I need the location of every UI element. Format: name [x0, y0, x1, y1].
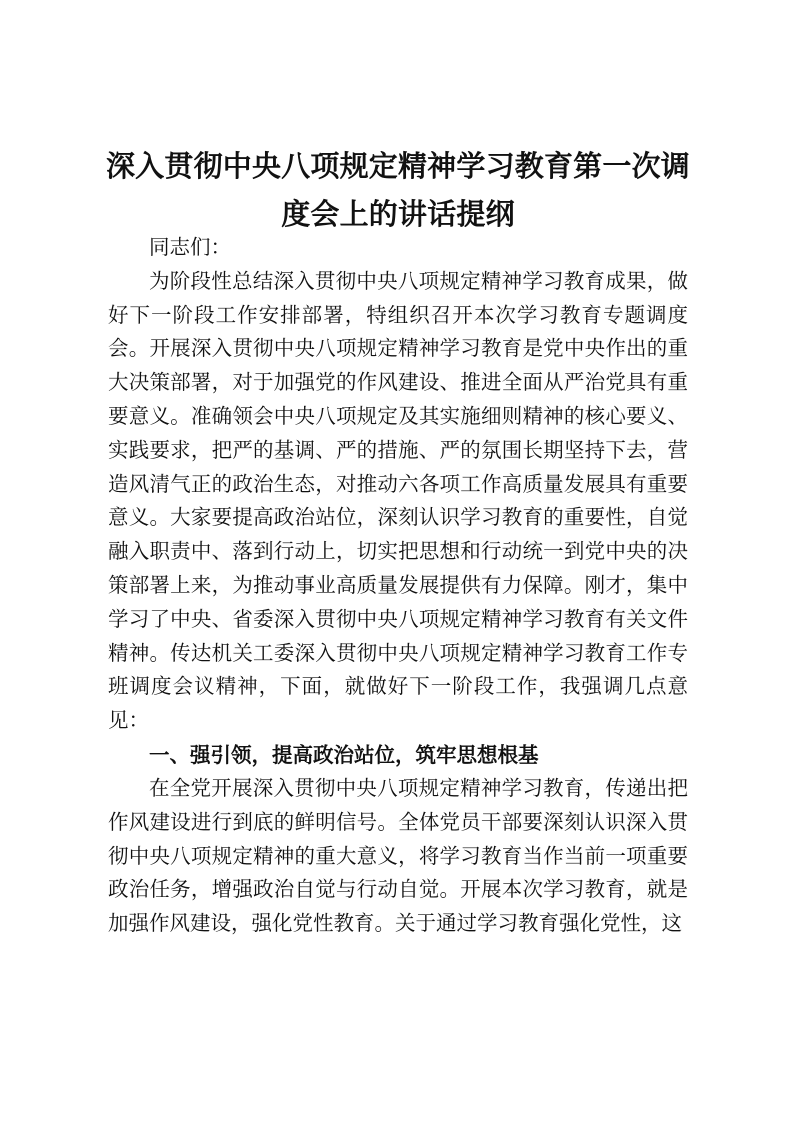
greeting: 同志们：	[149, 235, 231, 259]
intro-paragraph: 为阶段性总结深入贯彻中央八项规定精神学习教育成果，做好下一阶段工作安排部署，特组织召开本次学习教育专题调度会。开展深入贯彻中央八项规定精神学习教育是党中央作出的重大决策部署，对于加强党的作风建设、推进全面从严治党具有重要意义。准确领会中央八项规定及其实施细则精神的核心要义、实践要求，把严的基调、严的措施、严的氛围长期坚持下去，营造风清气正的政治生态，对推动六各项工作高质量发展具有重要意义。大家要提高政治站位，深刻认识学习教育的重要性，自觉融入职责中、落到行动上，切实把思想和行动统一到党中央的决策部署上来，为推动事业高质量发展提供有力保障。刚才，集中学习了中央、省委深入贯彻中央八项规定精神学习教育有关文件精神。传达机关工委深入贯彻中央八项规定精神学习教育工作专班调度会议精神，下面，就做好下一阶段工作，我强调几点意见：	[108, 268, 688, 733]
section-paragraph: 在全党开展深入贯彻中央八项规定精神学习教育，传递出把作风建设进行到底的鲜明信号。全体党员干部要深刻认识深入贯彻中央八项规定精神的重大意义，将学习教育当作当前一项重要政治任务，增强政治自觉与行动自觉。开展本次学习教育，就是加强作风建设，强化党性教育。关于通过学习教育强化党性，这	[108, 775, 688, 936]
document-body	[108, 231, 688, 941]
section-heading: 一、强引领，提高政治站位，筑牢思想根基	[149, 742, 539, 767]
document-title: 深入贯彻中央八项规定精神学习教育第一次调度会上的讲话提纲	[105, 149, 690, 231]
